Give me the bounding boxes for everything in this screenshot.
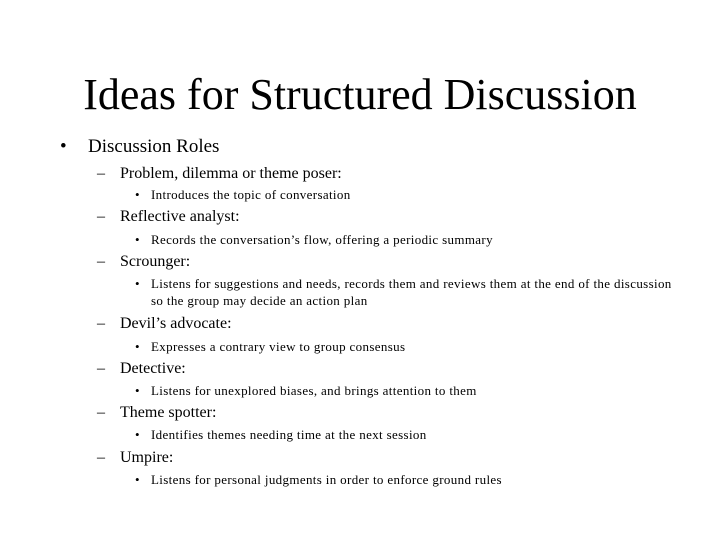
bullet-icon: •: [135, 339, 140, 354]
role-name: [97, 252, 190, 272]
role-name-text: Scrounger:: [120, 253, 191, 270]
dash-icon: –: [97, 165, 105, 182]
role-name: [97, 448, 173, 468]
dash-icon: –: [97, 404, 105, 421]
bullet-icon: •: [135, 472, 140, 487]
dash-icon: –: [97, 208, 105, 225]
bullet-icon: •: [135, 187, 140, 202]
role-description-text: Expresses a contrary view to group consensus: [151, 339, 406, 354]
role-description-text: Listens for unexplored biases, and brings attention to them: [151, 383, 477, 398]
role-description-text: Listens for suggestions and needs, records them and reviews them at the end of the discussion so the group may decide an action plan: [151, 276, 672, 308]
section-heading: [60, 135, 219, 159]
bullet-icon: •: [135, 276, 140, 291]
role-description-text: Introduces the topic of conversation: [151, 187, 351, 202]
role-name-text: Reflective analyst:: [120, 208, 240, 225]
role-description-text: Identifies themes needing time at the next session: [151, 427, 427, 442]
dash-icon: –: [97, 315, 105, 332]
role-name: [97, 359, 186, 379]
role-name-text: Problem, dilemma or theme poser:: [120, 165, 342, 182]
slide-title: Ideas for Structured Discussion: [83, 70, 637, 119]
bullet-icon: •: [135, 427, 140, 442]
bullet-icon: •: [135, 383, 140, 398]
role-name-text: Detective:: [120, 360, 186, 377]
role-description-text: Records the conversation’s flow, offering a periodic summary: [151, 232, 493, 247]
bullet-icon: •: [135, 232, 140, 247]
role-name: [97, 164, 342, 184]
bullet-icon: •: [60, 136, 67, 157]
dash-icon: –: [97, 449, 105, 466]
role-name: [97, 207, 240, 227]
role-name-text: Theme spotter:: [120, 404, 217, 421]
role-description-text: Listens for personal judgments in order to enforce ground rules: [151, 472, 502, 487]
dash-icon: –: [97, 253, 105, 270]
role-name: [97, 314, 232, 334]
role-name-text: Umpire:: [120, 449, 174, 466]
role-name-text: Devil’s advocate:: [120, 315, 232, 332]
dash-icon: –: [97, 360, 105, 377]
section-label: Discussion Roles: [88, 136, 220, 157]
role-name: [97, 403, 216, 423]
